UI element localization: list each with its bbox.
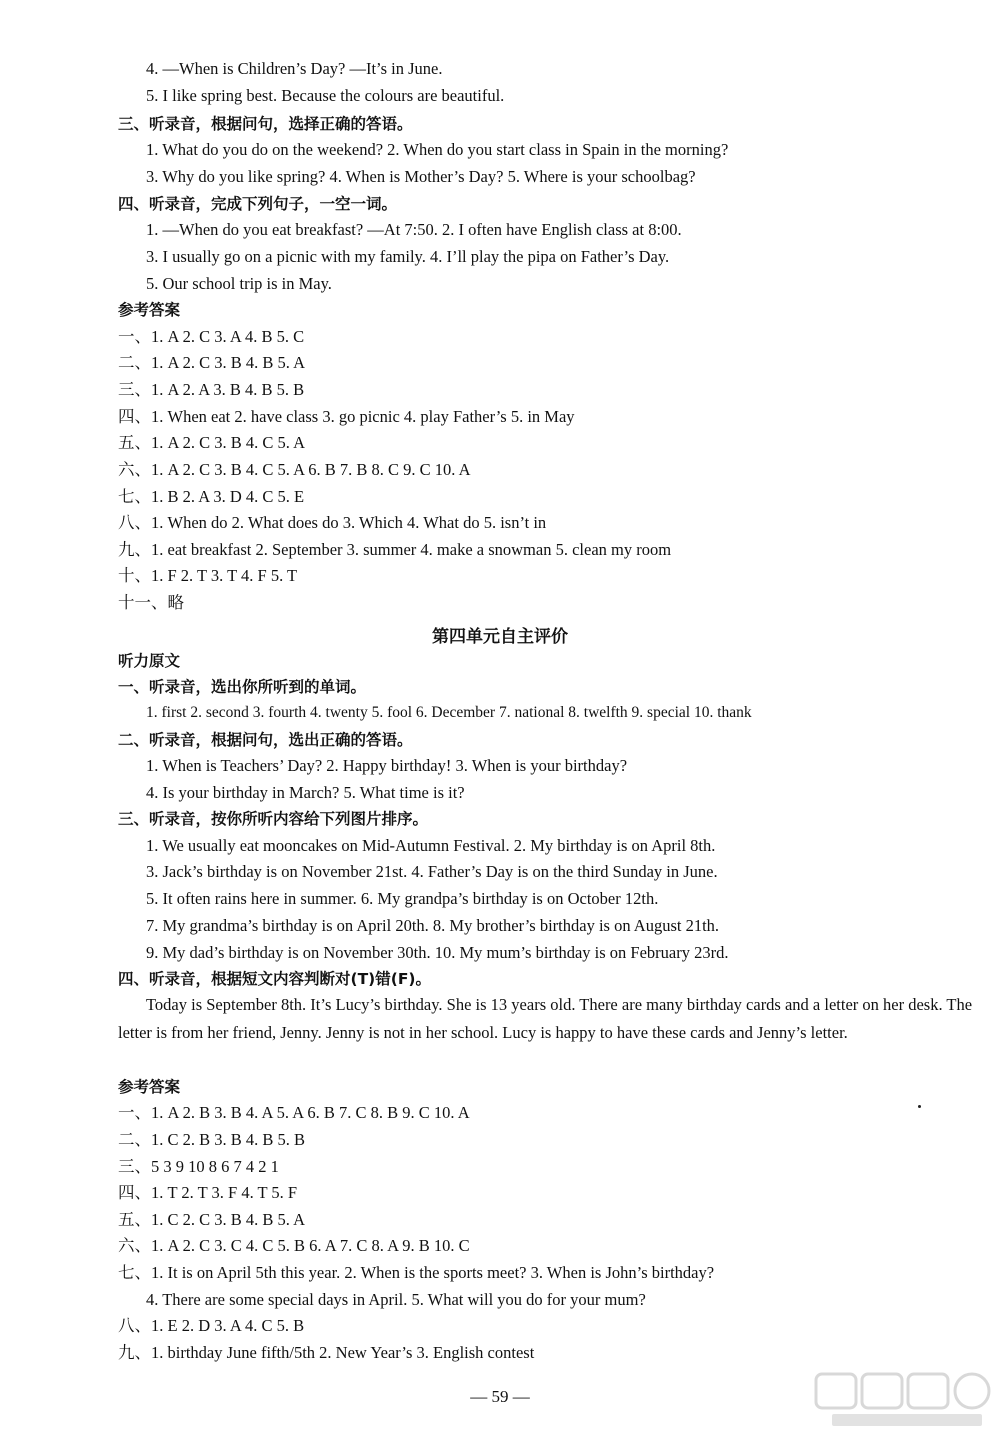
listening-label: 听力原文 bbox=[118, 652, 181, 670]
answer-line: 十、1. F 2. T 3. T 4. F 5. T bbox=[118, 566, 298, 585]
text-line: 5. Our school trip is in May. bbox=[146, 274, 332, 293]
section-header: 二、听录音，根据问句，选出正确的答语。 bbox=[118, 731, 413, 749]
text-line: 3. I usually go on a picnic with my family. 4. I’ll play the pipa on Father’s Day. bbox=[146, 247, 670, 266]
answer-line: 九、1. birthday June fifth/5th 2. New Year’s 3. English contest bbox=[118, 1343, 535, 1362]
text-line: 1. When is Teachers’ Day? 2. Happy birthday! 3. When is your birthday? bbox=[146, 756, 628, 775]
text-line: 3. Why do you like spring? 4. When is Mother’s Day? 5. Where is your schoolbag? bbox=[146, 167, 696, 186]
watermark-logo-icon bbox=[812, 1370, 994, 1430]
answer-line: 四、1. When eat 2. have class 3. go picnic 4. play Father’s 5. in May bbox=[118, 407, 575, 426]
section-header: 四、听录音，完成下列句子，一空一词。 bbox=[118, 195, 398, 213]
answer-line: 二、1. C 2. B 3. B 4. B 5. B bbox=[118, 1130, 306, 1149]
answer-line: 七、1. B 2. A 3. D 4. C 5. E bbox=[118, 487, 305, 506]
text-line: 3. Jack’s birthday is on November 21st. 4. Father’s Day is on the third Sunday in June. bbox=[146, 862, 718, 881]
answer-line: 二、1. A 2. C 3. B 4. B 5. A bbox=[118, 353, 306, 372]
answer-line: 五、1. C 2. C 3. B 4. B 5. A bbox=[118, 1210, 306, 1229]
answer-line: 四、1. T 2. T 3. F 4. T 5. F bbox=[118, 1183, 298, 1202]
answer-line: 六、1. A 2. C 3. C 4. C 5. B 6. A 7. C 8. A 9. B 10. C bbox=[118, 1236, 470, 1255]
answers-header: 参考答案 bbox=[118, 301, 181, 319]
section-header: 三、听录音，按你所听内容给下列图片排序。 bbox=[118, 810, 429, 828]
answers-header: 参考答案 bbox=[118, 1078, 181, 1096]
answer-line: 4. There are some special days in April. 5. What will you do for your mum? bbox=[146, 1290, 646, 1309]
text-line: 7. My grandma’s birthday is on April 20th. 8. My brother’s birthday is on August 21th. bbox=[146, 916, 720, 935]
section-header: 三、听录音，根据问句，选择正确的答语。 bbox=[118, 115, 413, 133]
section-header: 一、听录音，选出你所听到的单词。 bbox=[118, 678, 367, 696]
answer-line: 八、1. E 2. D 3. A 4. C 5. B bbox=[118, 1316, 305, 1335]
text-line: 4. Is your birthday in March? 5. What time is it? bbox=[146, 783, 465, 802]
passage-paragraph: Today is September 8th. It’s Lucy’s birthday. She is 13 years old. There are many birthday cards and a letter on her desk. The letter is from her friend, Jenny. Jenny is not in her school. Lucy is happy to have these cards and Jenny’s letter. bbox=[118, 995, 973, 1042]
text-line: 1. —When do you eat breakfast? —At 7:50. 2. I often have English class at 8:00. bbox=[146, 220, 682, 239]
answer-line: 五、1. A 2. C 3. B 4. C 5. A bbox=[118, 433, 306, 452]
answer-line: 七、1. It is on April 5th this year. 2. When is the sports meet? 3. When is John’s birthday? bbox=[118, 1263, 715, 1282]
answer-line: 三、5 3 9 10 8 6 7 4 2 1 bbox=[118, 1157, 279, 1176]
text-line: 1. What do you do on the weekend? 2. When do you start class in Spain in the morning? bbox=[146, 140, 729, 159]
page-number: — 59 — bbox=[470, 1387, 530, 1406]
text-line: 5. I like spring best. Because the colours are beautiful. bbox=[146, 86, 505, 105]
unit-title: 第四单元自主评价 bbox=[432, 627, 568, 647]
text-line: 1. first 2. second 3. fourth 4. twenty 5. fool 6. December 7. national 8. twelfth 9. special 10. thank bbox=[146, 704, 752, 721]
ink-speck bbox=[918, 1105, 921, 1108]
text-line: 1. We usually eat mooncakes on Mid-Autumn Festival. 2. My birthday is on April 8th. bbox=[146, 836, 716, 855]
answer-line: 九、1. eat breakfast 2. September 3. summer 4. make a snowman 5. clean my room bbox=[118, 540, 672, 559]
answer-line: 一、1. A 2. B 3. B 4. A 5. A 6. B 7. C 8. B 9. C 10. A bbox=[118, 1103, 470, 1122]
text-line: 4. —When is Children’s Day? —It’s in June. bbox=[146, 59, 443, 78]
answer-line: 八、1. When do 2. What does do 3. Which 4. What do 5. isn’t in bbox=[118, 513, 547, 532]
section-header: 四、听录音，根据短文内容判断对(T)错(F)。 bbox=[118, 970, 431, 988]
answer-line: 三、1. A 2. A 3. B 4. B 5. B bbox=[118, 380, 305, 399]
answer-line: 十一、略 bbox=[118, 593, 184, 612]
text-line: 9. My dad’s birthday is on November 30th. 10. My mum’s birthday is on February 23rd. bbox=[146, 943, 729, 962]
answer-line: 六、1. A 2. C 3. B 4. C 5. A 6. B 7. B 8. C 9. C 10. A bbox=[118, 460, 471, 479]
text-line: 5. It often rains here in summer. 6. My grandpa’s birthday is on October 12th. bbox=[146, 889, 659, 908]
answer-line: 一、1. A 2. C 3. A 4. B 5. C bbox=[118, 327, 305, 346]
